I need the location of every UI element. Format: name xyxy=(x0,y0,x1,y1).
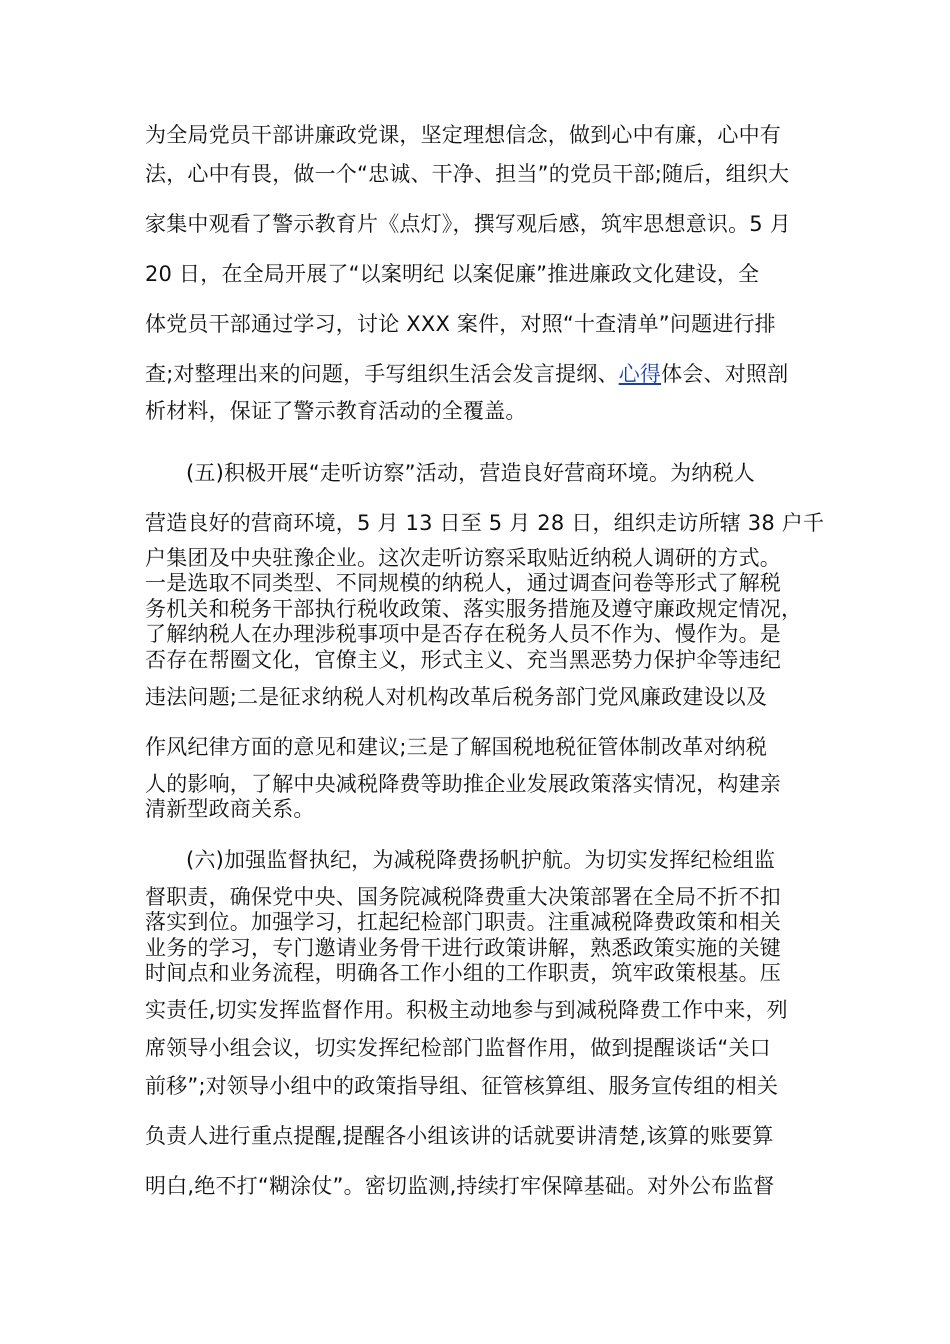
paragraph-1-line-3: 家集中观看了警示教育片《点灯》，撰写观后感，筑牢思想意识。5 月 xyxy=(145,212,791,236)
paragraph-3-line-5: 时间点和业务流程，明确各工作小组的工作职责，筑牢政策根基。压 xyxy=(145,961,781,985)
paragraph-1-line-4: 20 日，在全局开展了“以案明纪 以案促廉”推进廉政文化建设，全 xyxy=(145,262,760,286)
paragraph-2-line-2: 营造良好的营商环境，5 月 13 日至 5 月 28 日，组织走访所辖 38 户千 xyxy=(145,511,825,535)
paragraph-1-line-6 xyxy=(145,361,788,387)
paragraph-3-line-10: 明白,绝不打“糊涂仗”。密切监测,持续打牢保障基础。对外公布监督 xyxy=(145,1174,775,1198)
paragraph-2-line-10: 人的影响，了解中央减税降费等助推企业发展政策落实情况，构建亲 xyxy=(145,772,781,796)
paragraph-3-line-8: 前移”;对领导小组中的政策指导组、征管核算组、服务宣传组的相关 xyxy=(145,1074,779,1098)
paragraph-2-line-8: 违法问题;二是征求纳税人对机构改革后税务部门党风廉政建设以及 xyxy=(145,685,768,709)
paragraph-2-line-6: 了解纳税人在办理涉税事项中是否存在税务人员不作为、慢作为。是 xyxy=(145,622,781,646)
paragraph-1-line-5: 体党员干部通过学习，讨论 XXX 案件，对照“十查清单”问题进行排 xyxy=(145,312,776,336)
paragraph-1-line-2: 法，心中有畏，做一个“忠诚、干净、担当”的党员干部;随后，组织大 xyxy=(145,162,790,186)
paragraph-2-line-4: 一是选取不同类型、不同规模的纳税人，通过调查问卷等形式了解税 xyxy=(145,571,781,595)
paragraph-2-line-5: 务机关和税务干部执行税收政策、落实服务措施及遵守廉政规定情况， xyxy=(145,597,803,621)
paragraph-2-line-3: 户集团及中央驻豫企业。这次走听访察采取贴近纳税人调研的方式。 xyxy=(145,546,781,570)
paragraph-1-line-6-text-after: 体会、对照剖 xyxy=(661,362,789,386)
paragraph-3-line-4: 业务的学习，专门邀请业务骨干进行政策讲解，熟悉政策实施的关键 xyxy=(145,936,781,960)
xinde-link[interactable]: 心得 xyxy=(618,362,662,386)
paragraph-2-line-11: 清新型政商关系。 xyxy=(145,797,315,821)
paragraph-3-line-9: 负责人进行重点提醒,提醒各小组该讲的话就要讲清楚,该算的账要算 xyxy=(145,1124,774,1148)
paragraph-2-line-7: 否存在帮圈文化，官僚主义，形式主义、充当黑恶势力保护伞等违纪 xyxy=(145,648,781,672)
paragraph-1-line-1: 为全局党员干部讲廉政党课，坚定理想信念，做到心中有廉，心中有 xyxy=(145,123,781,147)
paragraph-3-line-2: 督职责，确保党中央、国务院减税降费重大决策部署在全局不折不扣 xyxy=(145,885,781,909)
paragraph-1-line-7: 析材料，保证了警示教育活动的全覆盖。 xyxy=(145,399,527,423)
paragraph-3-line-3: 落实到位。加强学习，扛起纪检部门职责。注重减税降费政策和相关 xyxy=(145,910,781,934)
paragraph-3-line-6: 实责任,切实发挥监督作用。积极主动地参与到减税降费工作中来，列 xyxy=(145,998,788,1022)
paragraph-2-line-9: 作风纪律方面的意见和建议;三是了解国税地税征管体制改革对纳税 xyxy=(145,735,768,759)
paragraph-3-line-7: 席领导小组会议，切实发挥纪检部门监督作用，做到提醒谈话“关口 xyxy=(145,1036,771,1060)
paragraph-3-line-1: (六)加强监督执纪，为减税降费扬帆护航。为切实发挥纪检组监 xyxy=(186,848,776,872)
paragraph-2-line-1: (五)积极开展“走听访察”活动，营造良好营商环境。为纳税人 xyxy=(186,461,755,485)
paragraph-1-line-6-text-before: 查;对整理出来的问题，手写组织生活会发言提纲、 xyxy=(145,362,619,386)
